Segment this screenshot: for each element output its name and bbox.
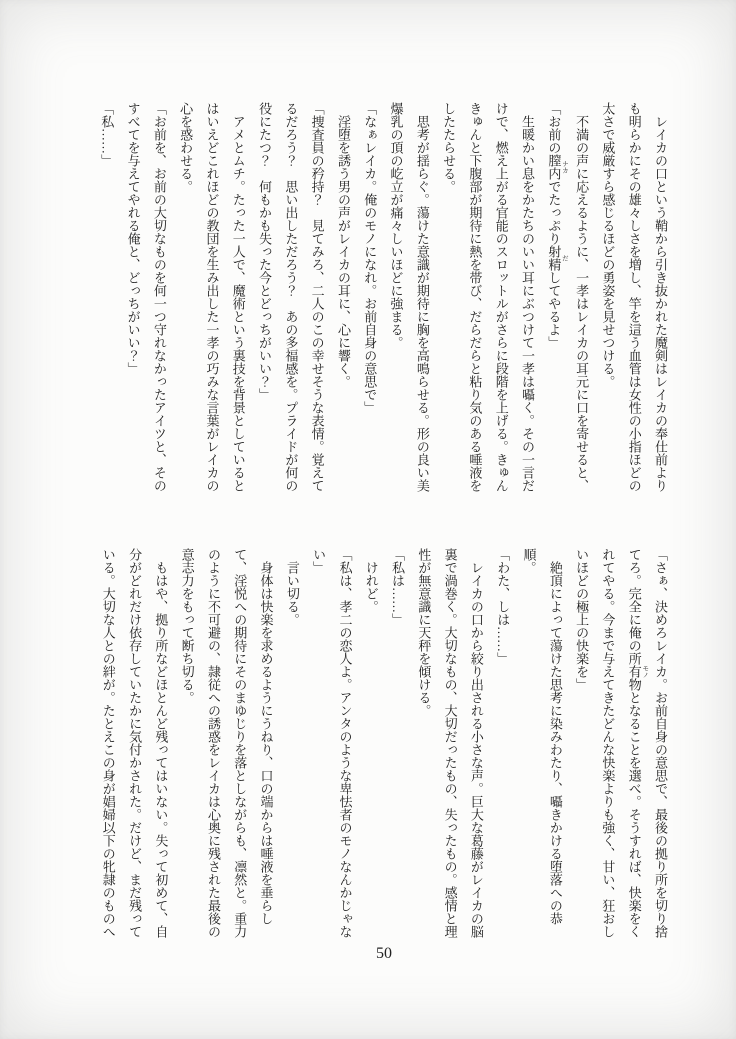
paragraph: 生暖かい息をかたちのいい耳にぶつけて一孝は囁く。その一言だけで、燃え上がる官能のスロットルがさらに段階を上げる。きゅんきゅんと下腹部が期待に熱を帯び、だらだらと粘り気のある唾液をしたたらせる。 [441, 102, 536, 492]
paragraph: 「私は、孝二の恋人よ。アンタのような卑怯者のモノなんかじゃない」 [311, 548, 353, 938]
paragraph: 淫堕を誘う男の声がレイカの耳に、心に響く。 [335, 115, 351, 388]
paragraph: 言い切る。 [284, 561, 300, 626]
paragraph: 「私……」 [99, 102, 115, 167]
paragraph: 思考が揺らぐ。蕩けた意識が期待に胸を高鳴らせる。形の良い美爆乳の頂の屹立が痛々しいほどに強まる。 [388, 102, 430, 492]
text-block-lower [73, 548, 673, 940]
paragraph: けれど。 [363, 561, 379, 613]
paragraph: 「お前の膣内 ナカでたっぷり射精 だしてやるよ」 [546, 102, 568, 349]
ruby-annotated-word: 所有物 モノ [626, 652, 649, 691]
paragraph: レイカの口から絞り出される小さな声。巨大な葛藤がレイカの脳裏で渦巻く。大切なもの、大切だったもの、失ったもの。感情と理性が無意識に天秤を傾ける。 [416, 548, 484, 938]
ruby-annotated-word: 射精 だ [546, 245, 568, 271]
paragraph: レイカの口という鞘から引き抜かれた魔剣はレイカの奉仕前よりも明らかにその雄々しさを増し、竿を這う血管は女性の小指ほどの太さで威厳すら感じるほどの勇姿を見せつける。 [600, 102, 668, 492]
paragraph: 「わた、しは……」 [495, 548, 511, 665]
paragraph: 不満の声に応えるように、一孝はレイカの耳元に口を寄せると、 [574, 115, 590, 492]
paragraph: 「お前を、お前の大切なものを何一つ守れなかったアイツと、そのすべてを与えてやれる俺と、どっちがいい？」 [125, 102, 167, 492]
paragraph: 「さぁ、決めろレイカ。お前自身の意思で、最後の拠り所を切り捨てろ。完全に俺の所有物 モノとなることを選べ。そうすれば、快楽をくれてやる。今まで与えてきたどんな快楽よりも強く、甘い、狂おしいほどの極上の快楽を」 [574, 548, 668, 938]
page-number: 50 [376, 945, 392, 962]
paragraph: 身体は快楽を求めるようにうねり、口の端からは唾液を垂らして、淫悦への期待にそのまゆじりを落としながらも、凛然と。重力のように不可避の、隷従への誘惑をレイカは心奥に残された最後の意志力をもって断ち切る。 [179, 548, 274, 938]
text-block-upper [73, 102, 673, 494]
paragraph: 絶頂によって蕩けた思考に染みわたり、囁きかける堕落への恭順。 [521, 548, 563, 925]
paragraph: 「捜査員の矜持？ 見てみろ、二人のこの幸せそうな表情。覚えてるだろう？ 思い出しただろう？ あの多福感を。プライドが何の役にたつ？ 何もかも失った今とどっちがいい？」 [257, 102, 325, 492]
paragraph: もはや、拠り所などほとんど残ってはいない。失って初めて、自分がどれだけ依存していたかに気付かされた。だけど、まだ残っている。大切な人との絆が。たとえこの身が娼婦以下の牝隷のものへ [100, 548, 169, 938]
paragraph: 「私は……」 [390, 548, 406, 626]
paragraph: 「なぁレイカ。俺のモノになれ。お前自身の意思で」 [362, 102, 378, 414]
ruby-annotated-word: 膣内 ナカ [546, 154, 568, 180]
paragraph: アメとムチ。たった一人で、魔術という裏技を背景としているとはいえどこれほどの教団を生み出した一孝の巧みな言葉がレイカの心を惑わせる。 [178, 102, 246, 492]
